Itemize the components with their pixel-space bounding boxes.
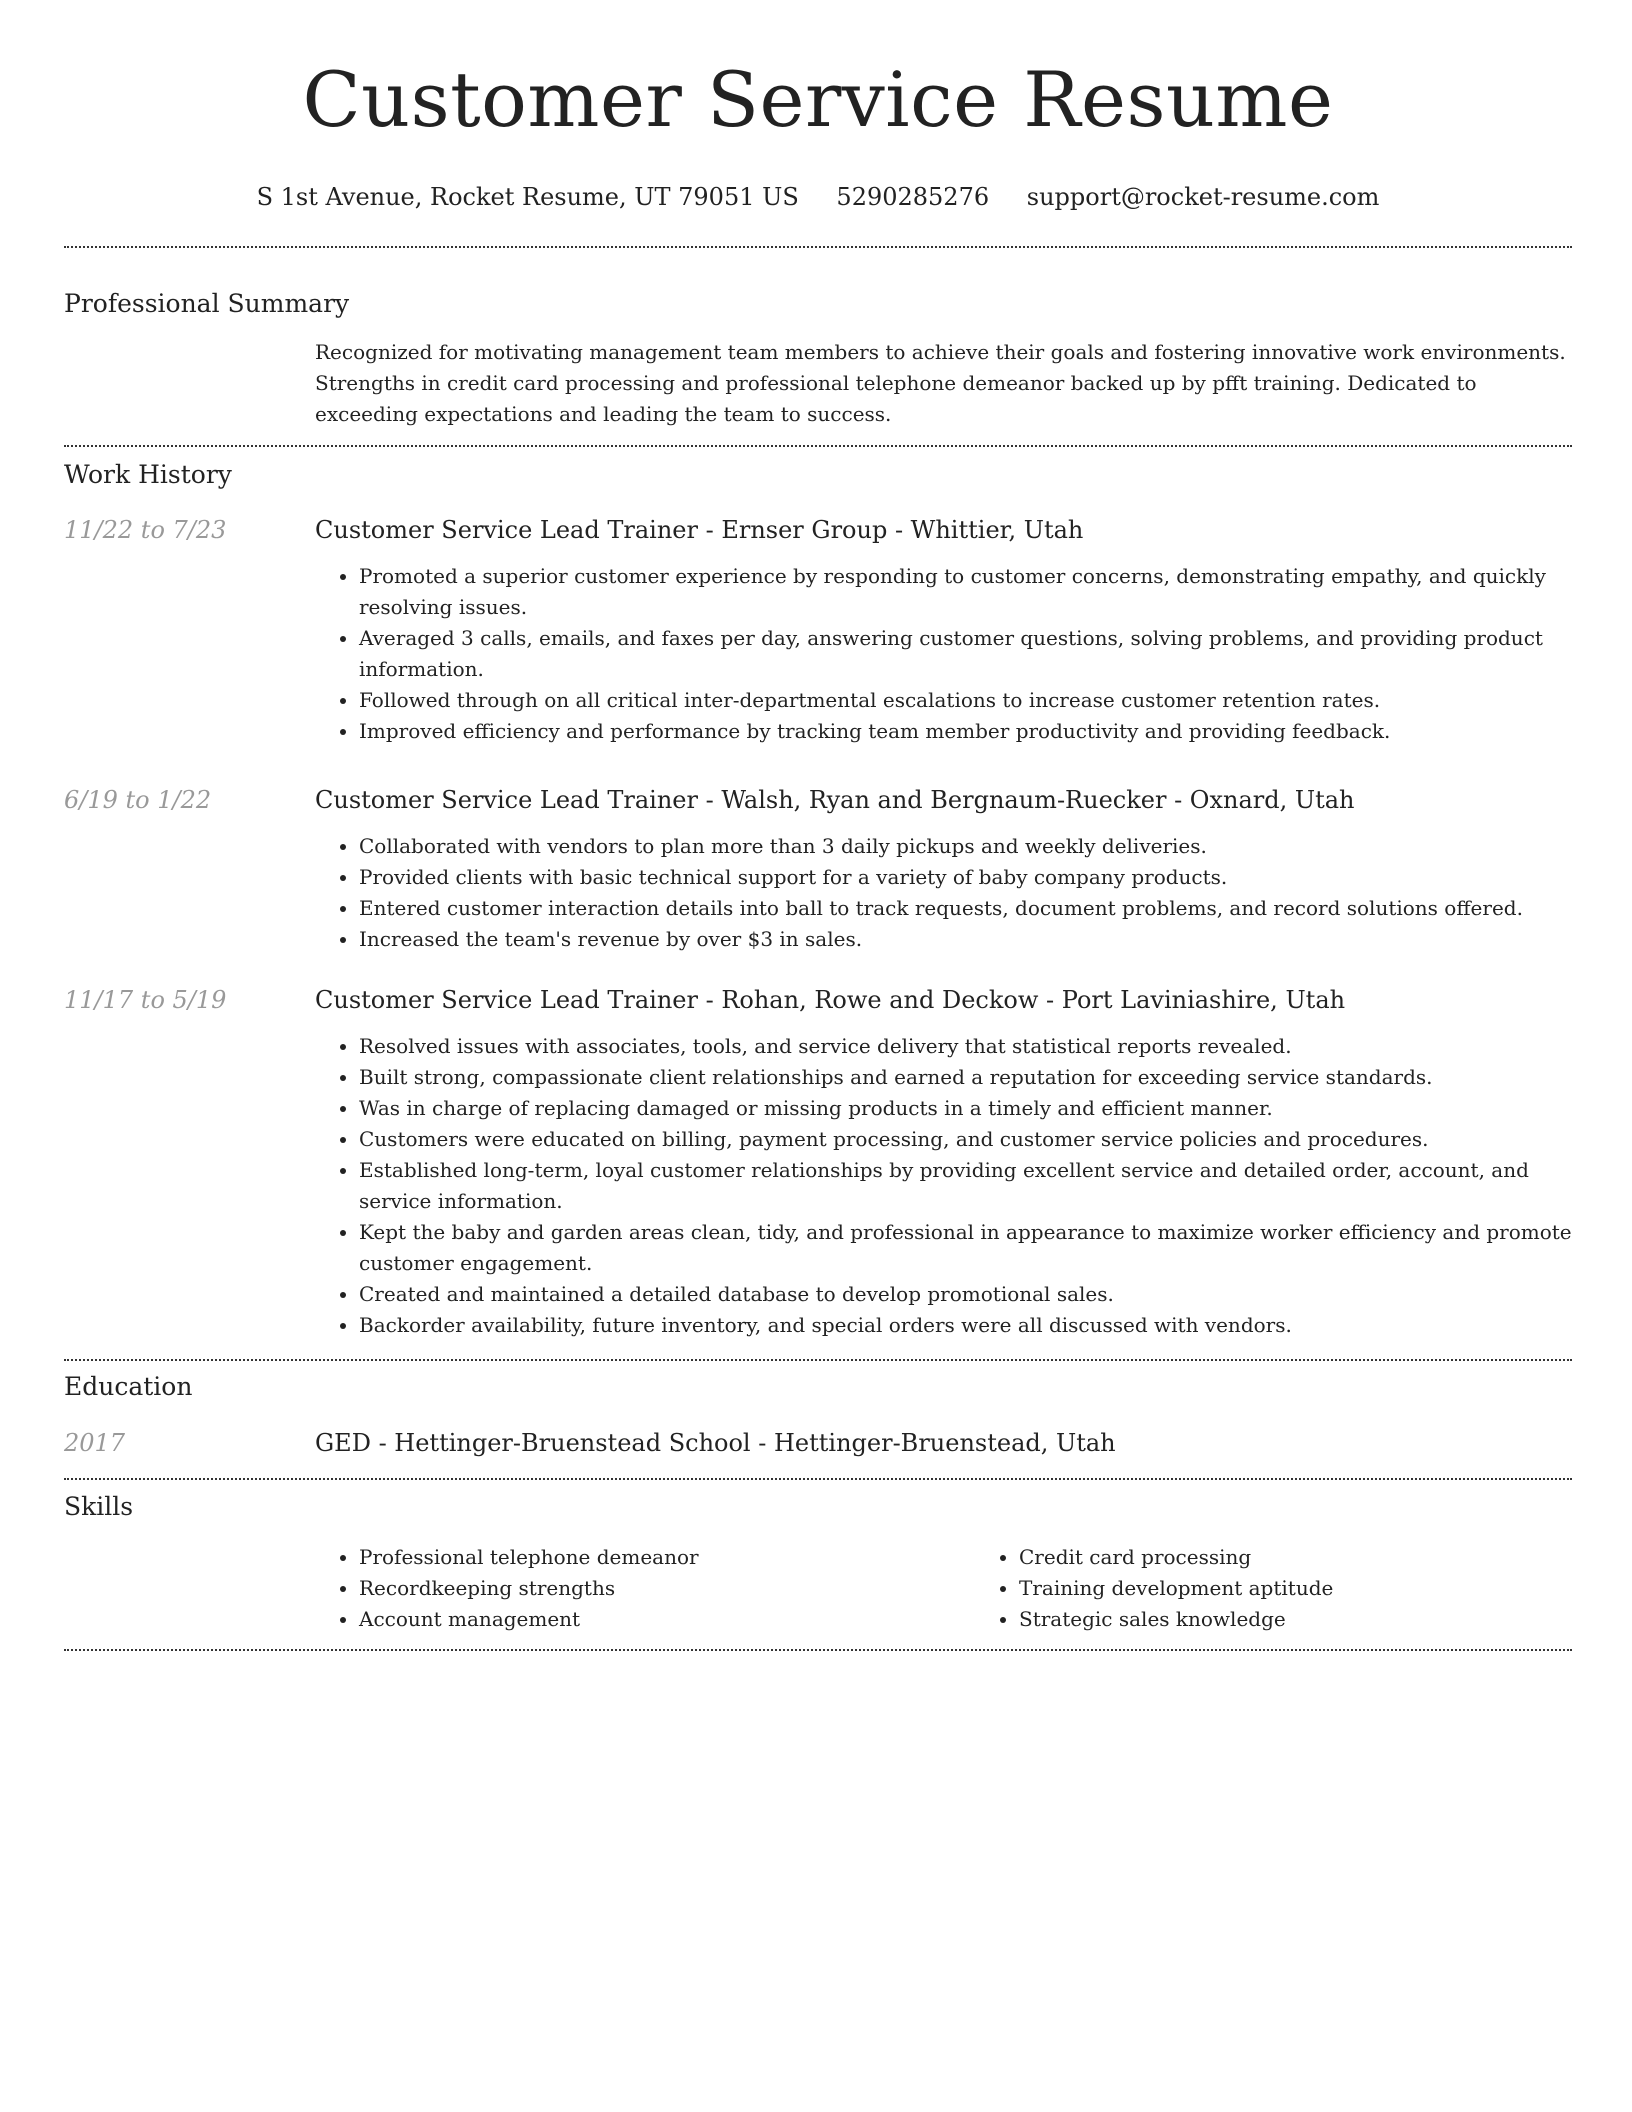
job-heading: Customer Service Lead Trainer - Ernser Group - Whittier, Utah	[315, 516, 1084, 544]
list-item: • Customers were educated on billing, payment processing, and customer service policies and procedures.	[359, 1124, 1572, 1155]
divider	[64, 445, 1572, 447]
skills-spacer	[64, 1542, 315, 1635]
job-heading: Customer Service Lead Trainer - Rohan, Rowe and Deckow - Port Laviniashire, Utah	[315, 986, 1346, 1014]
skills-list-right	[975, 1542, 1632, 1635]
divider	[64, 1478, 1572, 1480]
list-item: • Improved efficiency and performance by tracking team member productivity and providing feedback.	[359, 716, 1572, 747]
contact-phone: 5290285276	[836, 183, 990, 211]
skills-list-left	[315, 1542, 975, 1635]
summary-title: Professional Summary	[64, 289, 350, 318]
list-item: • Averaged 3 calls, emails, and faxes per day, answering customer questions, solving problems, and providing product information.	[359, 623, 1572, 685]
list-item: • Entered customer interaction details into ball to track requests, document problems, and record solutions offered.	[359, 893, 1572, 924]
divider	[64, 246, 1572, 248]
list-item: • Backorder availability, future inventory, and special orders were all discussed with vendors.	[359, 1310, 1572, 1341]
education-title: Education	[64, 1372, 193, 1401]
list-item: • Credit card processing	[1019, 1542, 1632, 1573]
summary-section	[64, 337, 1572, 430]
resume-page	[64, 0, 1572, 1651]
resume-name: Customer Service Resume	[302, 55, 1334, 144]
skills-grid	[315, 1542, 1632, 1635]
job-bullets	[315, 1031, 1572, 1341]
list-item: • Provided clients with basic technical support for a variety of baby company products.	[359, 862, 1572, 893]
divider	[64, 1359, 1572, 1361]
skills-section	[64, 1542, 1572, 1635]
job-dates: 11/22 to 7/23	[64, 516, 227, 544]
contact-address: S 1st Avenue, Rocket Resume, UT 79051 US	[256, 183, 799, 211]
education-heading: GED - Hettinger-Bruenstead School - Hettinger-Bruenstead, Utah	[315, 1429, 1116, 1457]
work-title: Work History	[64, 460, 232, 489]
job-dates: 6/19 to 1/22	[64, 786, 212, 814]
list-item: • Followed through on all critical inter-departmental escalations to increase customer retention rates.	[359, 685, 1572, 716]
contact-email: support@rocket-resume.com	[1026, 183, 1380, 211]
job-bullets	[315, 831, 1572, 955]
job-entry	[64, 985, 1572, 1341]
divider	[64, 1649, 1572, 1651]
list-item: • Established long-term, loyal customer relationships by providing excellent service and detailed order, account, and service information.	[359, 1155, 1572, 1217]
list-item: • Created and maintained a detailed database to develop promotional sales.	[359, 1279, 1572, 1310]
list-item: • Promoted a superior customer experience by responding to customer concerns, demonstrating empathy, and quickly resolving issues.	[359, 561, 1572, 623]
list-item: • Professional telephone demeanor	[359, 1542, 975, 1573]
job-entry	[64, 785, 1572, 955]
list-item: • Training development aptitude	[1019, 1573, 1632, 1604]
contact-line	[64, 182, 1572, 212]
list-item: • Kept the baby and garden areas clean, tidy, and professional in appearance to maximize worker efficiency and promote customer engagement.	[359, 1217, 1572, 1279]
list-item: • Built strong, compassionate client relationships and earned a reputation for exceeding service standards.	[359, 1062, 1572, 1093]
job-heading: Customer Service Lead Trainer - Walsh, Ryan and Bergnaum-Ruecker - Oxnard, Utah	[315, 786, 1355, 814]
list-item: • Collaborated with vendors to plan more than 3 daily pickups and weekly deliveries.	[359, 831, 1572, 862]
list-item: • Increased the team's revenue by over $3 in sales.	[359, 924, 1572, 955]
list-item: • Resolved issues with associates, tools, and service delivery that statistical reports revealed.	[359, 1031, 1572, 1062]
list-item: • Account management	[359, 1604, 975, 1635]
job-dates: 11/17 to 5/19	[64, 986, 227, 1014]
job-entry	[64, 515, 1572, 747]
summary-spacer	[64, 337, 315, 430]
education-year: 2017	[64, 1429, 126, 1457]
summary-text: Recognized for motivating management team members to achieve their goals and fostering innovative work environments. Strengths in credit card processing and professional telephone demeanor backed up by pfft training. Dedicated to exceeding expectations and leading the team to success.	[315, 340, 1566, 426]
list-item: • Recordkeeping strengths	[359, 1573, 975, 1604]
skills-title: Skills	[64, 1492, 134, 1521]
education-entry	[64, 1428, 1572, 1458]
list-item: • Strategic sales knowledge	[1019, 1604, 1632, 1635]
job-bullets	[315, 561, 1572, 747]
list-item: • Was in charge of replacing damaged or missing products in a timely and efficient manner.	[359, 1093, 1572, 1124]
